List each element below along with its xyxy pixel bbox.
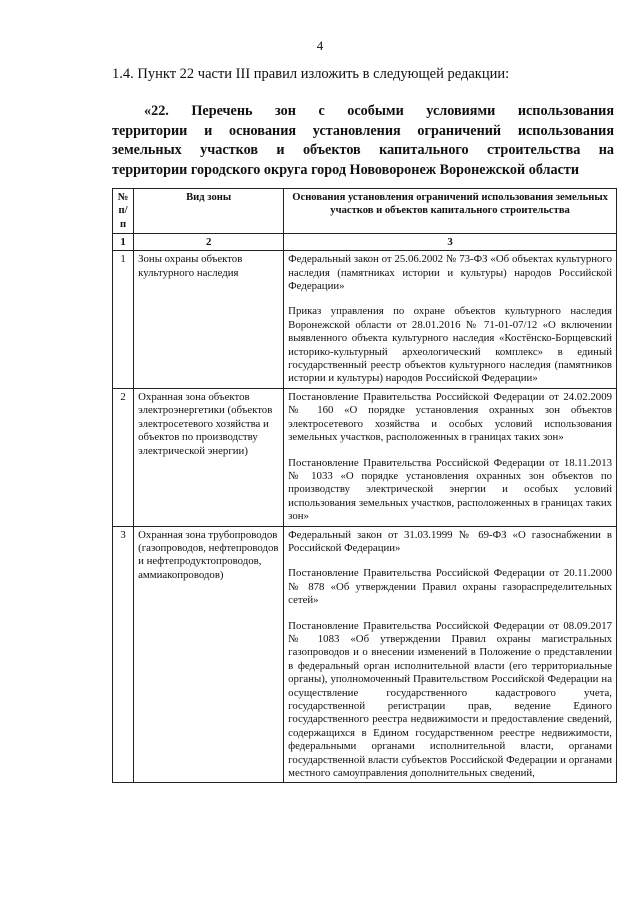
table-row — [113, 526, 617, 783]
basis-paragraph: Федеральный закон от 31.03.1999 № 69-ФЗ «О газоснабжении в Российской Федерации» — [288, 528, 612, 554]
heading-line-1: «22. Перечень зон с особыми условиями использования — [144, 103, 614, 119]
table-row — [113, 251, 617, 389]
legal-basis — [284, 526, 617, 783]
intro-paragraph: 1.4. Пункт 22 части III правил изложить в следующей редакции: — [112, 66, 510, 82]
header-zone: Вид зоны — [134, 189, 284, 234]
zone-type: Охранная зона трубопроводов (газопроводов, нефтепроводов и нефтепродуктопроводов, аммиакопроводов) — [134, 526, 284, 783]
basis-paragraph: Постановление Правительства Российской Федерации от 18.11.2013 № 1033 «О порядке установления охранных зон объектов по производству электрической энергии и особых условий использования земельных участков, расположенных в границах таких зон» — [288, 456, 612, 523]
legal-basis — [284, 251, 617, 389]
basis-paragraph: Постановление Правительства Российской Федерации от 20.11.2000 № 878 «Об утверждении Правил охраны газораспределительных сетей» — [288, 567, 612, 607]
row-number: 1 — [113, 251, 134, 389]
basis-paragraph: Постановление Правительства Российской Федерации от 24.02.2009 № 160 «О порядке установления охранных зон объектов электросетевого хозяйства и особых условий использования земельных участков, расположенных в границах таких зон» — [288, 390, 612, 444]
basis-paragraph: Приказ управления по охране объектов культурного наследия Воронежской области от 28.01.2016 № 71-01-07/12 «О включении выявленного объекта культурного наследия «Костёнско-Борщевский историко-культурный археологический комплекс» в единый государственный реестр объектов культурного наследия (памятников истории и культуры) народов Российской Федерации» — [288, 305, 612, 385]
header-num: № п/п — [113, 189, 134, 234]
basis-paragraph: Федеральный закон от 25.06.2002 № 73-ФЗ «Об объектах культурного наследия (памятниках истории и культуры) народов Российской Федерации» — [288, 253, 612, 293]
legal-basis — [284, 388, 617, 526]
zones-table — [112, 188, 617, 783]
column-number-row — [113, 234, 617, 251]
zone-type: Охранная зона объектов электроэнергетики (объектов электросетевого хозяйства и объектов по производству электрической энергии) — [134, 388, 284, 526]
row-number: 3 — [113, 526, 134, 783]
page-number: 4 — [316, 38, 324, 53]
heading-line-3: земельных участков и объектов капитального строительства на — [112, 142, 614, 158]
col-number-2: 2 — [134, 234, 284, 251]
heading-line-4: территории городского округа город Нововоронеж Воронежской области — [112, 161, 580, 178]
header-basis: Основания установления ограничений использования земельных участков и объектов капитального строительства — [284, 189, 617, 234]
col-number-3: 3 — [284, 234, 617, 251]
basis-paragraph: Постановление Правительства Российской Федерации от 08.09.2017 № 1083 «Об утверждении Правил охраны магистральных газопроводов и о внесении изменений в Положение о представлении в федеральный орган исполнительной власти (его территориальные органы), уполномоченный Правительством Российской Федерации на осуществление государственного кадастрового учета, государственной регистрации прав, ведение Единого государственного реестра недвижимости и предоставление сведений, содержащихся в Едином государственном реестре недвижимости, федеральными органами исполнительной власти, органами государственной власти субъектов Российской Федерации и органами местного самоуправления дополнительных сведений, — [288, 619, 612, 780]
row-number: 2 — [113, 388, 134, 526]
section-heading — [112, 102, 614, 180]
zone-type: Зоны охраны объектов культурного наследия — [134, 251, 284, 389]
heading-line-2: территории и основания установления ограничений использования — [112, 122, 614, 139]
table-header-row — [113, 189, 617, 234]
table-row — [113, 388, 617, 526]
col-number-1: 1 — [113, 234, 134, 251]
